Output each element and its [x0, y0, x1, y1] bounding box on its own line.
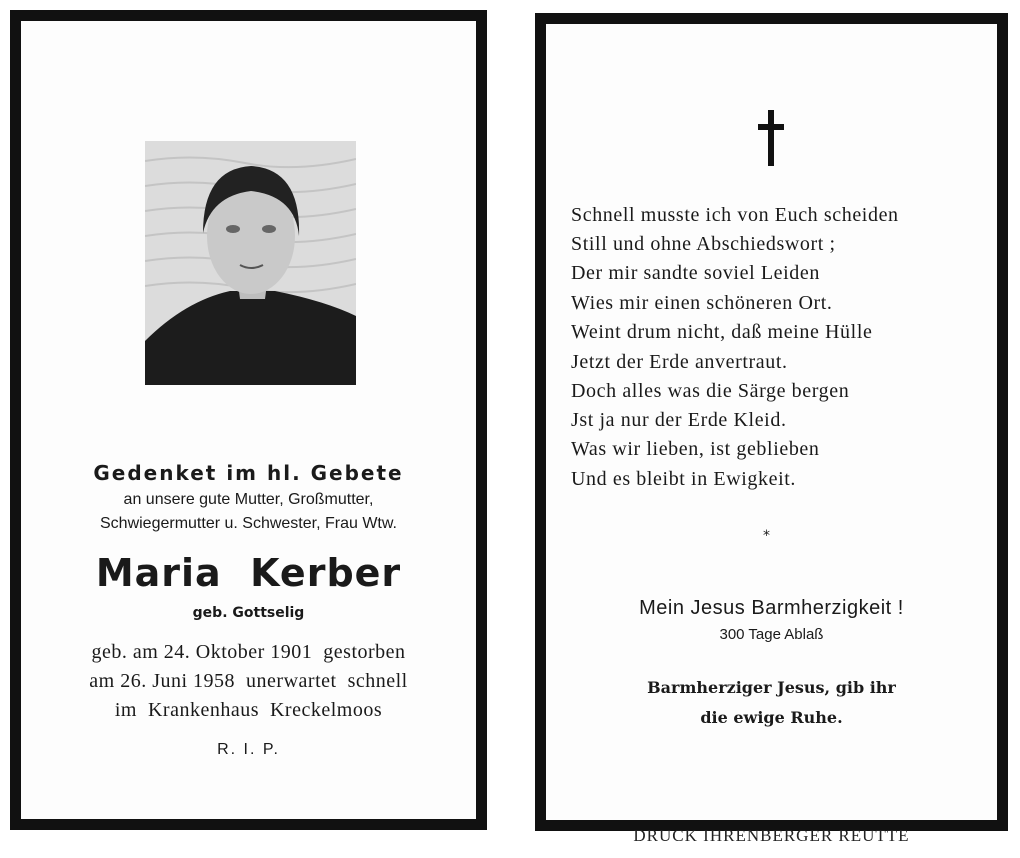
verse-line: Und es bleibt in Ewigkeit. [571, 468, 797, 490]
dates-line-3: im Krankenhaus Kreckelmoos [114, 699, 383, 721]
indulgence-line: 300 Tage Ablaß [719, 626, 824, 643]
relation-line-2: Schwiegermutter u. Schwester, Frau Wtw. [100, 515, 397, 532]
verse-line: Der mir sandte soviel Leiden [571, 262, 820, 284]
closing-prayer-line-2: die ewige Ruhe. [700, 708, 843, 727]
verse-line: Doch alles was die Särge bergen [571, 380, 850, 402]
birth-name: geb. Gottselig [192, 605, 305, 621]
prayer-line: Mein Jesus Barmherzigkeit ! [639, 597, 904, 619]
verse-line: Was wir lieben, ist geblieben [571, 438, 820, 460]
dates-line-2: am 26. Juni 1958 unerwartet schnell [89, 670, 408, 692]
printer-imprint: DRUCK IHRENBERGER REUTTE [633, 826, 910, 845]
dates-line-1: geb. am 24. Oktober 1901 gestorben [91, 641, 406, 663]
verse-line: Wies mir einen schöneren Ort. [571, 292, 833, 314]
deceased-name: Maria Kerber [95, 551, 402, 595]
relation-line-1: an unsere gute Mutter, Großmutter, [123, 491, 374, 508]
memorial-heading: Gedenket im hl. Gebete [93, 461, 404, 485]
verse-line: Weint drum nicht, daß meine Hülle [571, 321, 873, 343]
verse-line: Jetzt der Erde anvertraut. [571, 351, 788, 373]
right-card [535, 13, 1008, 831]
star-ornament: * [763, 528, 770, 544]
portrait-photo [145, 141, 356, 385]
verse-line: Still und ohne Abschiedswort ; [571, 233, 836, 255]
cross-icon [757, 110, 785, 166]
left-card [10, 10, 487, 830]
rip-text: R. I. P. [217, 741, 280, 758]
closing-prayer-line-1: Barmherziger Jesus, gib ihr [647, 678, 896, 697]
verse-line: Schnell musste ich von Euch scheiden [571, 204, 899, 226]
verse-line: Jst ja nur der Erde Kleid. [571, 409, 787, 431]
